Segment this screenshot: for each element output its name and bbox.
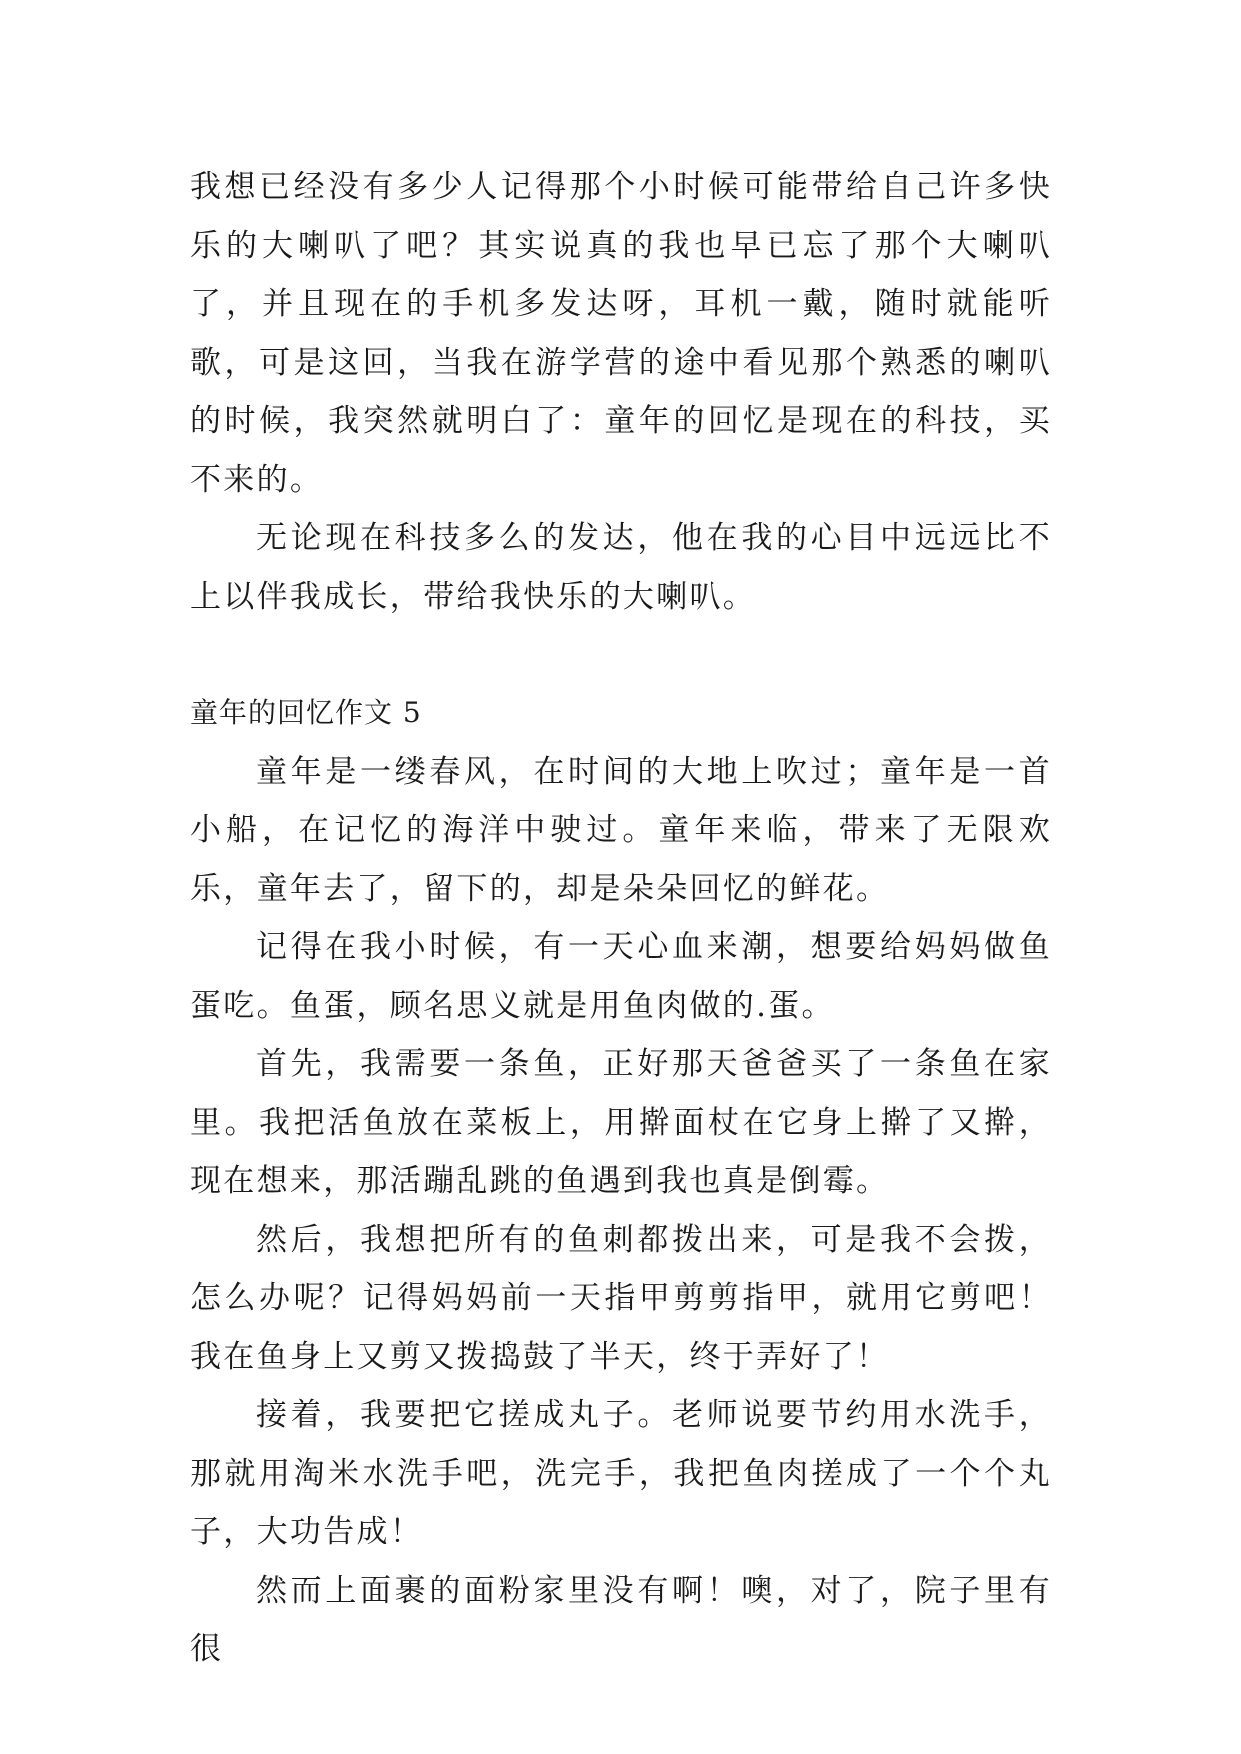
paragraph: 接着，我要把它搓成丸子。老师说要节约用水洗手，那就用淘米水洗手吧，洗完手，我把鱼肉搓成了一个个丸子，大功告成！ <box>190 1397 1052 1550</box>
paragraph: 首先，我需要一条鱼，正好那天爸爸买了一条鱼在家里。我把活鱼放在菜板上，用擀面杖在它身上擀了又擀，现在想来，那活蹦乱跳的鱼遇到我也真是倒霉。 <box>190 1046 1052 1199</box>
paragraph: 然后，我想把所有的鱼刺都拨出来，可是我不会拨，怎么办呢？记得妈妈前一天指甲剪剪指甲，就用它剪吧！我在鱼身上又剪又拨捣鼓了半天，终于弄好了！ <box>190 1221 1052 1375</box>
paragraph: 我想已经没有多少人记得那个小时候可能带给自己许多快乐的大喇叭了吧？其实说真的我也早已忘了那个大喇叭了，并且现在的手机多发达呀，耳机一戴，随时就能听歌，可是这回，当我在游学营的途中看见那个熟悉的喇叭的时候，我突然就明白了：童年的回忆是现在的科技，买不来的。 <box>190 169 1052 498</box>
paragraph: 然而上面裹的面粉家里没有啊！噢，对了，院子里有很 <box>190 1572 1052 1667</box>
document-page <box>190 158 1052 1679</box>
paragraph: 记得在我小时候，有一天心血来潮，想要给妈妈做鱼蛋吃。鱼蛋，顾名思义就是用鱼肉做的.蛋。 <box>190 929 1052 1024</box>
section-gap <box>190 626 1052 684</box>
paragraph: 无论现在科技多么的发达，他在我的心目中远远比不上以伴我成长，带给我快乐的大喇叭。 <box>190 520 1052 615</box>
section-title: 童年的回忆作文 5 <box>190 696 422 729</box>
paragraph: 童年是一缕春风，在时间的大地上吹过；童年是一首小船，在记忆的海洋中驶过。童年来临，带来了无限欢乐，童年去了，留下的，却是朵朵回忆的鲜花。 <box>190 753 1052 907</box>
